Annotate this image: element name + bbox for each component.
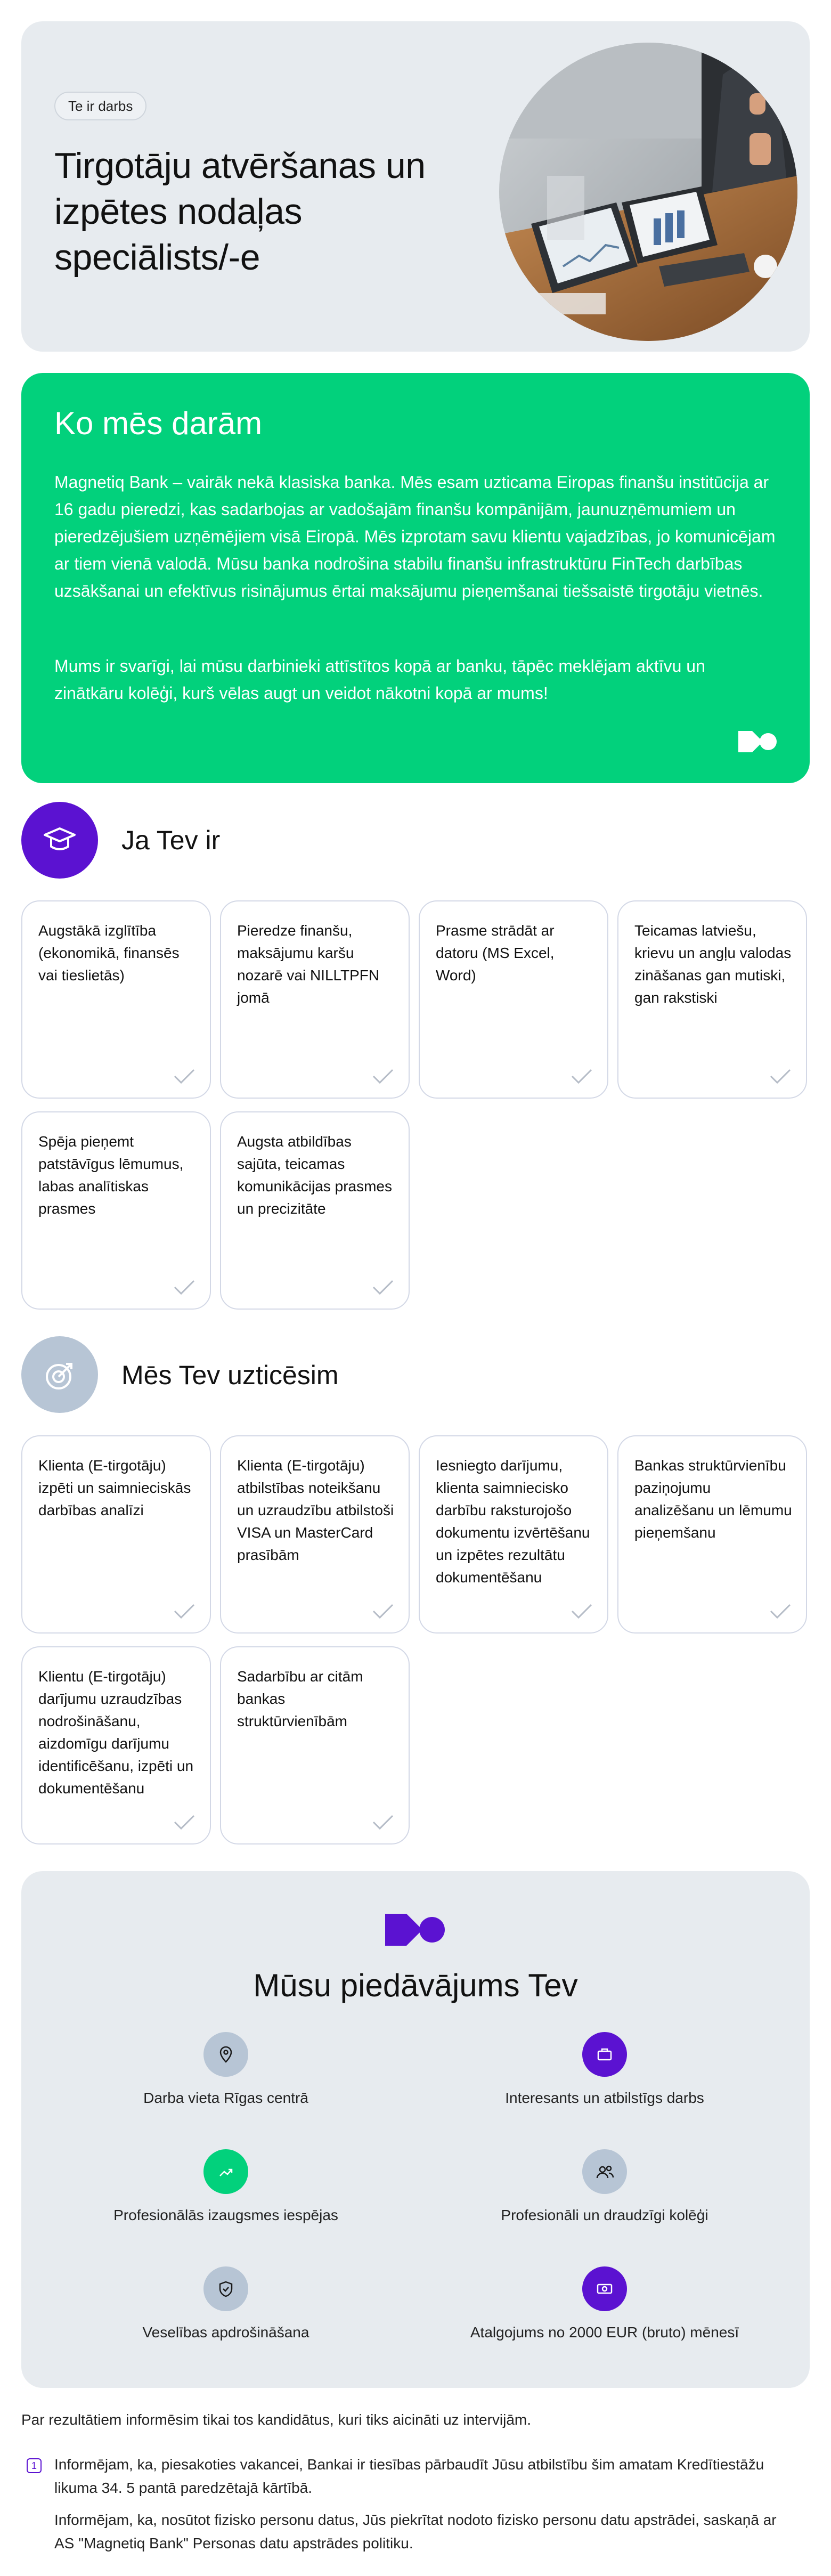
checkmark-icon: [570, 1068, 593, 1085]
about-paragraph-2: Mums ir svarīgi, lai mūsu darbinieki attīstītos kopā ar banku, tāpēc meklējam aktīvu un zinātkāru kolēģi, kurš vēlas augt un veidot nākotni kopā ar mums!: [54, 656, 705, 703]
perk-label: Veselības apdrošināšana: [142, 2324, 309, 2341]
requirement-card: [617, 900, 807, 1099]
briefcase-icon: [582, 2032, 627, 2077]
duty-text: Klienta (E-tirgotāju) atbilstības noteikšanu un uzraudzību atbilstoši VISA un MasterCard prasībām: [237, 1457, 394, 1563]
duty-card: [21, 1435, 211, 1634]
requirement-text: Teicamas latviešu, krievu un angļu valodas zināšanas gan mutiski, gan rakstiski: [634, 922, 792, 1006]
checkmark-icon: [769, 1068, 792, 1085]
checkmark-icon: [173, 1279, 196, 1296]
checkmark-icon: [371, 1603, 395, 1620]
requirement-text: Spēja pieņemt patstāvīgus lēmumus, labas analītiskas prasmes: [38, 1133, 184, 1217]
checkmark-icon: [570, 1603, 593, 1620]
brand-logo-icon: [738, 731, 777, 752]
duty-card: [220, 1435, 410, 1634]
about-heading: Ko mēs darām: [54, 405, 263, 441]
duty-text: Sadarbību ar citām bankas struktūrvienībām: [237, 1668, 363, 1729]
duty-text: Bankas struktūrvienību paziņojumu analizēšanu un lēmumu pieņemšanu: [634, 1457, 792, 1541]
duty-text: Klientu (E-tirgotāju) darījumu uzraudzības nodrošināšanu, aizdomīgu darījumu identificēšanu, izpēti un dokumentēšanu: [38, 1668, 194, 1797]
about-paragraph-1: Magnetiq Bank – vairāk nekā klasiska banka. Mēs esam uzticama Eiropas finanšu institūcija ar 16 gadu pieredzi, kas sadarbojas ar vadošajām finanšu kompānijām, jaunuzņēmumiem un pieredzējušiem uzņēmējiem visā Eiropā. Mēs izprotam savu klientu vajadzības, jo komunicējam ar tiem vienā valodā. Mūsu banka nodrošina stabilu finanšu infrastruktūru FinTech darbības uzsākšanai un efektīvus risinājumus ērtai maksājumu pieņemšanai tiešsaistē tirgotāju vietnēs.: [54, 473, 776, 600]
brand-logo-icon: [385, 1914, 446, 1946]
duty-card: [220, 1646, 410, 1844]
requirement-card: [419, 900, 608, 1099]
duty-card: [419, 1435, 608, 1634]
checkmark-icon: [769, 1603, 792, 1620]
privacy-notice: Informējam, ka, nosūtot fizisko personu datus, Jūs piekrītat nodoto fizisko personu datu apstrādei, saskaņā ar AS "Magnetiq Bank" Personas datu apstrādes politiku.: [54, 2512, 777, 2551]
checkmark-icon: [371, 1279, 395, 1296]
graduation-cap-icon: [21, 802, 98, 879]
money-icon: [582, 2266, 627, 2311]
candidate-note: Par rezultātiem informēsim tikai tos kandidātus, kuri tiks aicināti uz intervijām.: [21, 2411, 532, 2428]
checkmark-icon: [173, 1068, 196, 1085]
about-section: [21, 373, 810, 783]
checkmark-icon: [173, 1603, 196, 1620]
perk-label: Darba vieta Rīgas centrā: [143, 2090, 308, 2106]
requirements-heading: Ja Tev ir: [121, 825, 221, 855]
shield-check-icon: [203, 2266, 248, 2311]
perk-label: Profesionālās izaugsmes iespējas: [113, 2207, 338, 2223]
requirement-text: Augstākā izglītība (ekonomikā, finansēs vai tieslietās): [38, 922, 180, 984]
offer-section: [21, 1871, 810, 2388]
perk-label: Atalgojums no 2000 EUR (bruto) mēnesī: [470, 2324, 739, 2341]
duty-card: [21, 1646, 211, 1844]
requirement-card: [220, 900, 410, 1099]
duty-card: [617, 1435, 807, 1634]
duty-text: Iesniegto darījumu, klienta saimniecisko darbību raksturojošo dokumentu izvērtēšanu un izpētes rezultātu dokumentēšanu: [436, 1457, 590, 1586]
people-icon: [582, 2149, 627, 2194]
office-photo: [499, 43, 797, 341]
checkmark-icon: [371, 1814, 395, 1831]
offer-heading: Mūsu piedāvājums Tev: [253, 1968, 578, 2003]
duties-heading: Mēs Tev uzticēsim: [121, 1360, 339, 1390]
category-badge: Te ir darbs: [54, 92, 146, 120]
requirement-text: Pieredze finanšu, maksājumu karšu nozarē vai NILLTPFN jomā: [237, 922, 380, 1006]
hero-panel: [21, 21, 810, 352]
checkmark-icon: [173, 1814, 196, 1831]
footnote-number: 1: [27, 2458, 42, 2473]
duty-text: Klienta (E-tirgotāju) izpēti un saimnieciskās darbības analīzi: [38, 1457, 191, 1518]
legal-notice: Informējam, ka, piesakoties vakancei, Bankai ir tiesības pārbaudīt Jūsu atbilstību šim amatam Kredītiestāžu likuma 34. 5 pantā paredzētajā kārtībā.: [54, 2456, 764, 2496]
job-title: Tirgotāju atvēršanas un izpētes nodaļas speciālists/-e: [54, 145, 426, 278]
requirement-card: [21, 900, 211, 1099]
location-pin-icon: [203, 2032, 248, 2077]
requirement-text: Augsta atbildības sajūta, teicamas komunikācijas prasmes un precizitāte: [237, 1133, 392, 1217]
perk-label: Profesionāli un draudzīgi kolēģi: [501, 2207, 708, 2223]
perk-label: Interesants un atbilstīgs darbs: [505, 2090, 704, 2106]
target-icon: [21, 1336, 98, 1413]
trending-up-icon: [203, 2149, 248, 2194]
requirement-card: [220, 1111, 410, 1310]
checkmark-icon: [371, 1068, 395, 1085]
requirement-card: [21, 1111, 211, 1310]
requirement-text: Prasme strādāt ar datoru (MS Excel, Word): [436, 922, 555, 984]
